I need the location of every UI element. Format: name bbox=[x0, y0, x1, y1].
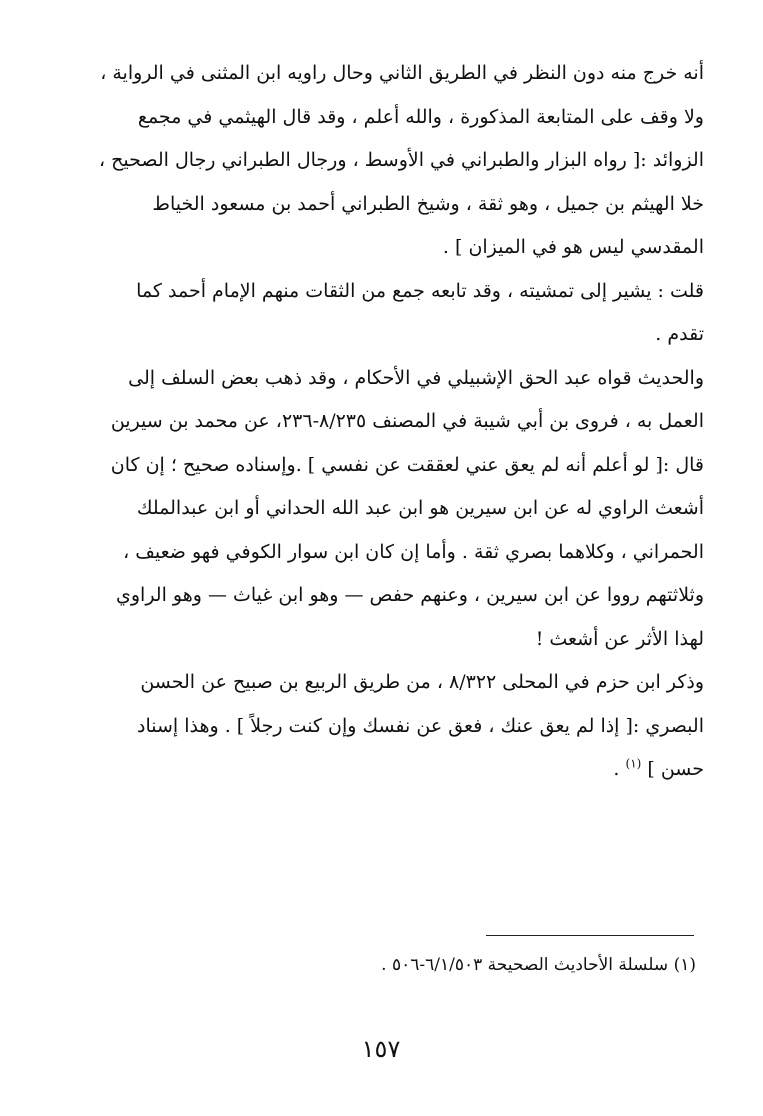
page-number: ١٥٧ bbox=[361, 1035, 401, 1063]
text-line: تقدم . bbox=[655, 323, 704, 345]
text-line: أشعث الراوي له عن ابن سيرين هو ابن عبد الله الحداني أو ابن عبدالملك bbox=[136, 497, 704, 519]
text-line: قال :[ لو أعلم أنه لم يعق عني لعققت عن نفسي ] .وإسناده صحيح ؛ إن كان bbox=[110, 453, 704, 476]
paragraph-1 bbox=[64, 52, 704, 270]
text-line: لهذا الأثر عن أشعث ! bbox=[535, 627, 704, 650]
text-line: الحمراني ، وكلاهما بصري ثقة . وأما إن كان ابن سوار الكوفي فهو ضعيف ، bbox=[123, 540, 704, 563]
paragraph-2 bbox=[64, 270, 704, 357]
text-line: خلا الهيثم بن جميل ، وهو ثقة ، وشيخ الطبراني أحمد بن مسعود الخياط bbox=[152, 192, 704, 215]
text-line: والحديث قواه عبد الحق الإشبيلي في الأحكام ، وقد ذهب بعض السلف إلى bbox=[128, 366, 704, 389]
text-line: البصري :[ إذا لم يعق عنك ، فعق عن نفسك وإن كنت رجلاً ] . وهذا إسناد bbox=[137, 714, 704, 737]
paragraph-3 bbox=[64, 357, 704, 662]
text-line: المقدسي ليس هو في الميزان ] . bbox=[442, 236, 704, 258]
text-line: أنه خرج منه دون النظر في الطريق الثاني وحال راويه ابن المثنى في الرواية ، bbox=[100, 62, 704, 84]
paragraph-4 bbox=[64, 661, 704, 792]
final-line-end: . bbox=[613, 758, 626, 780]
text-line: قلت : يشير إلى تمشيته ، وقد تابعه جمع من الثقات منهم الإمام أحمد كما bbox=[136, 279, 704, 302]
text-line-final bbox=[64, 748, 704, 792]
footnote-separator bbox=[486, 935, 694, 936]
main-text bbox=[64, 52, 704, 792]
text-line: وثلاثتهم رووا عن ابن سيرين ، وعنهم حفص — وهو ابن غياث — وهو الراوي bbox=[116, 584, 704, 606]
final-line-text: حسن ] bbox=[647, 758, 704, 780]
text-line: وذكر ابن حزم في المحلى ٨/٣٢٢ ، من طريق الربيع بن صبيح عن الحسن bbox=[140, 671, 704, 693]
footnote: (١) سلسلة الأحاديث الصحيحة ٦/١/٥٠٣-٥٠٦ . bbox=[381, 955, 696, 975]
footnote-reference-mark[interactable]: (١) bbox=[625, 756, 642, 771]
text-line: ولا وقف على المتابعة المذكورة ، والله أعلم ، وقد قال الهيثمي في مجمع bbox=[137, 105, 704, 128]
text-line: العمل به ، فروى بن أبي شيبة في المصنف ٨/٢٣٥-٢٣٦، عن محمد بن سيرين bbox=[110, 410, 704, 432]
text-line: الزوائد :[ رواه البزار والطبراني في الأوسط ، ورجال الطبراني رجال الصحيح ، bbox=[98, 149, 704, 171]
